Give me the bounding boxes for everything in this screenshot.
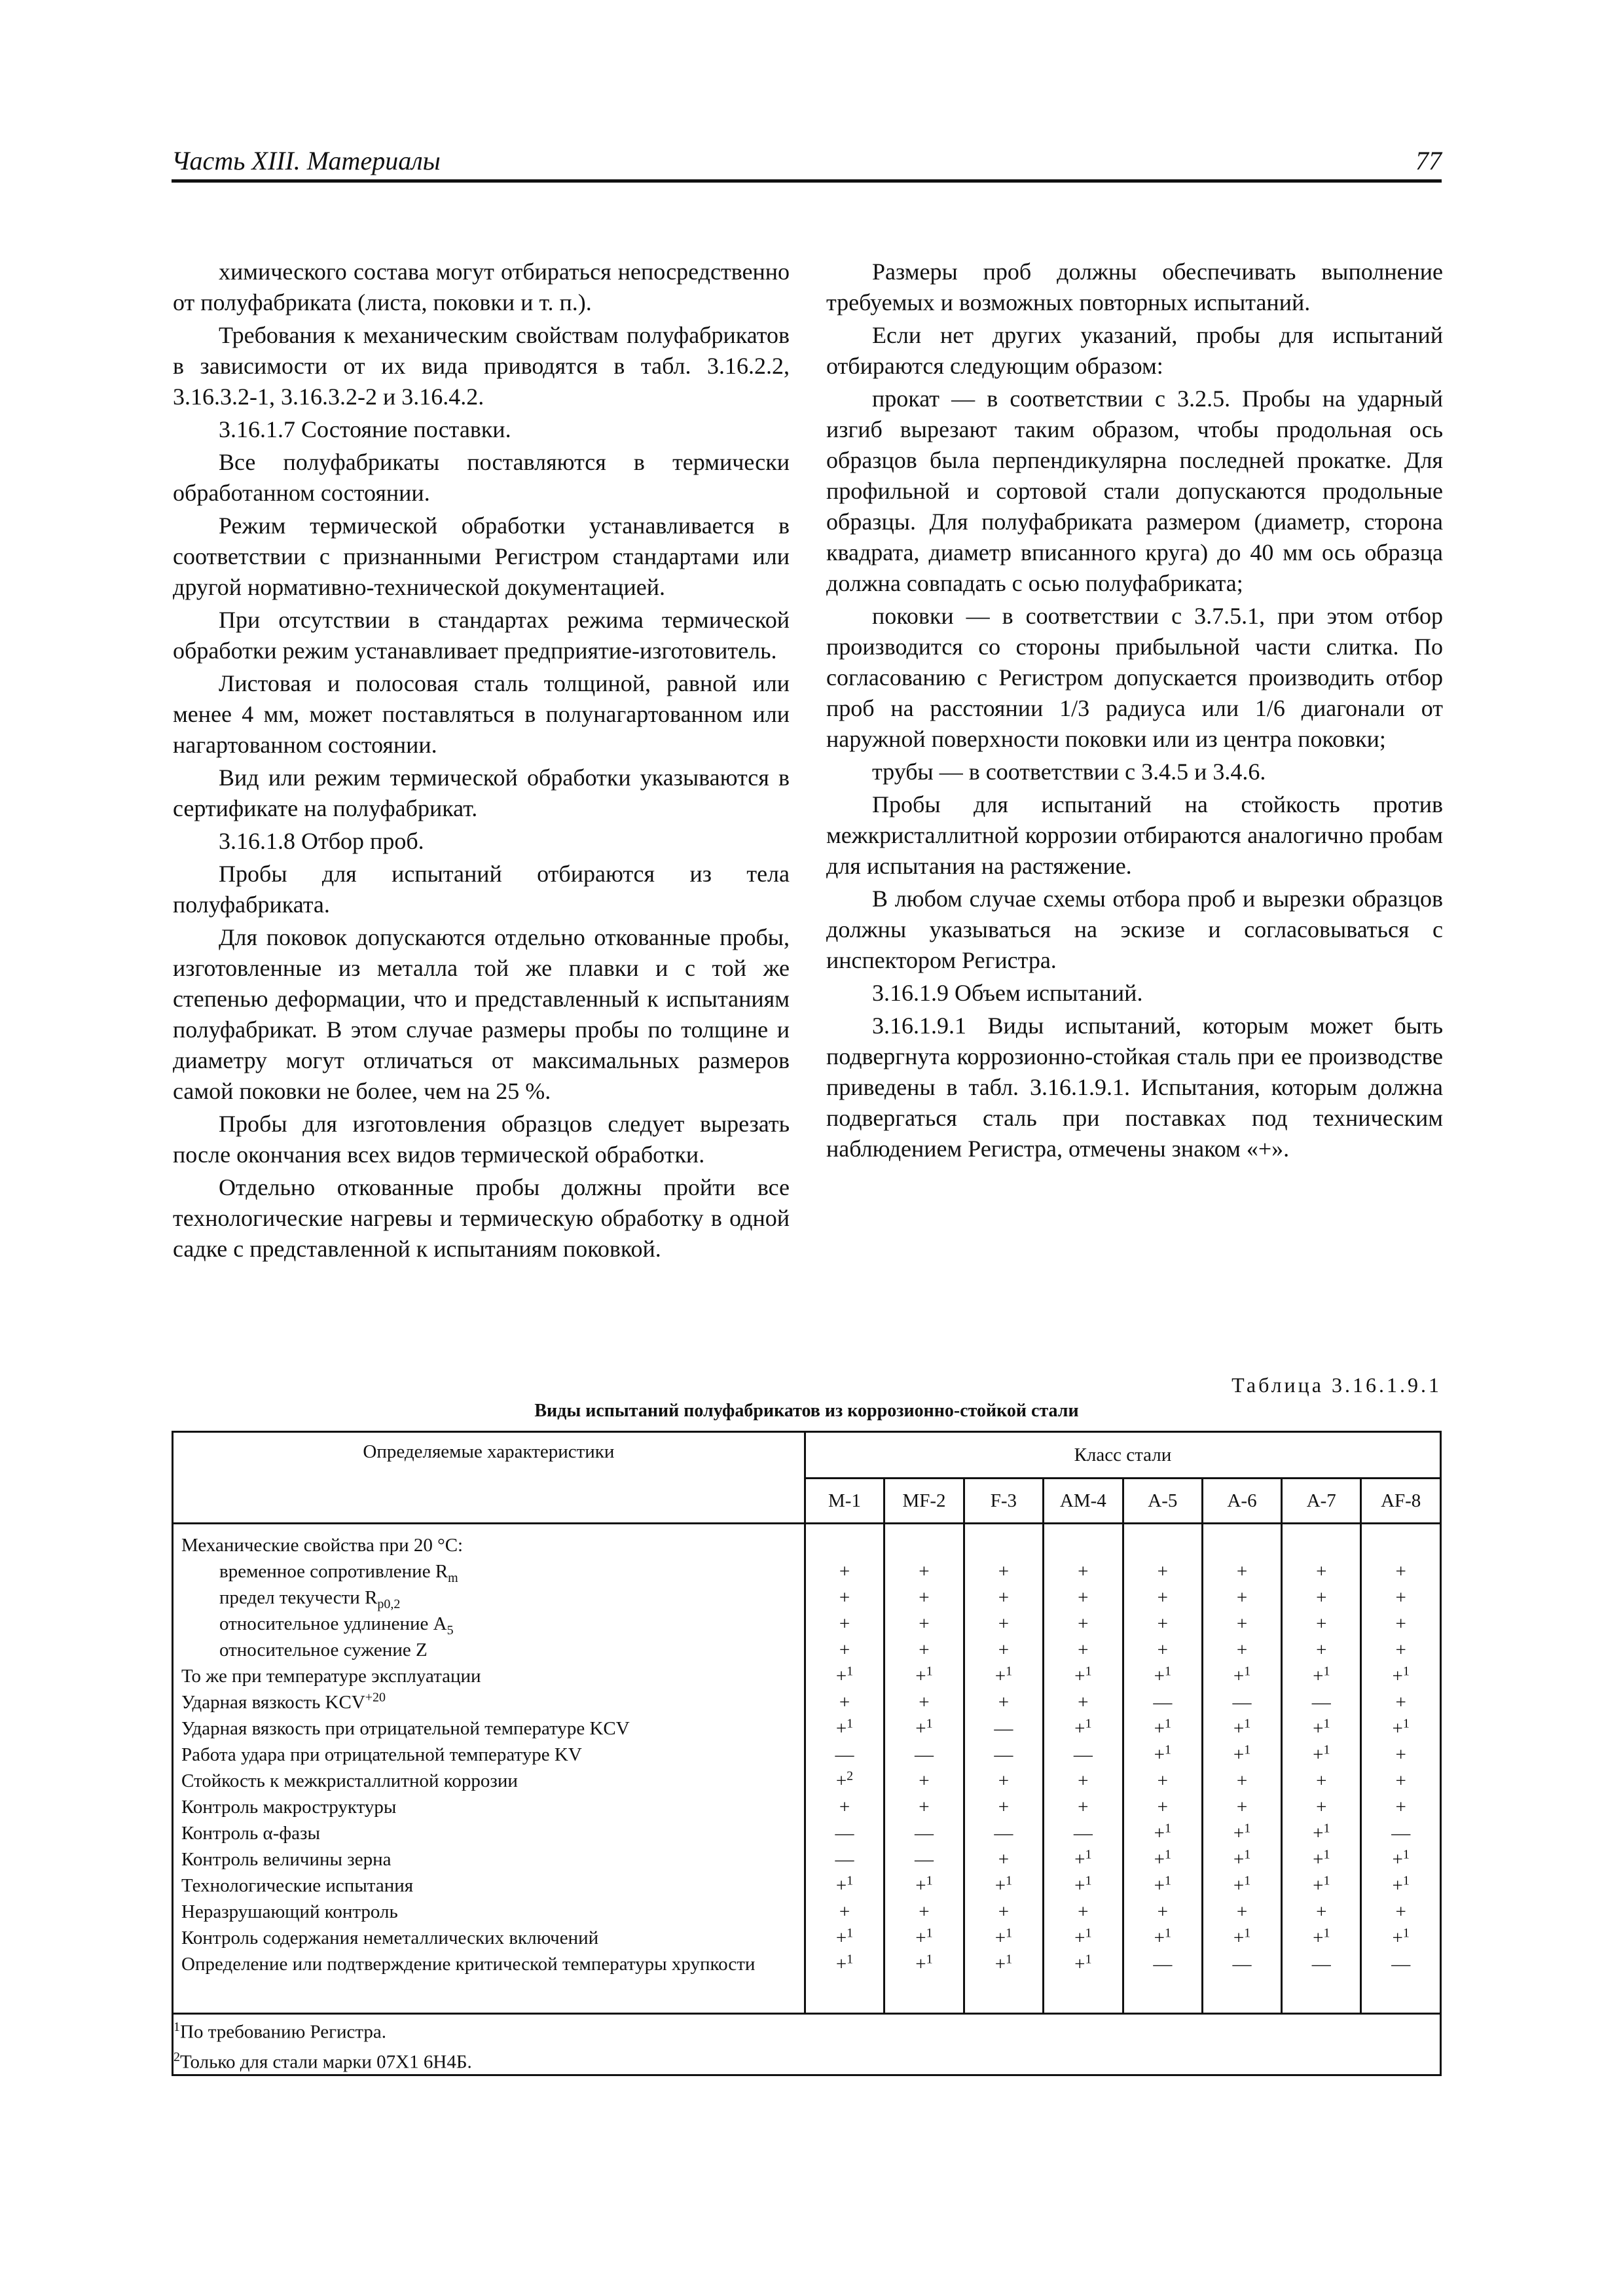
table-cell: +$^1$ bbox=[994, 1664, 1013, 1687]
characteristic-label: Ударная вязкость при отрицательной температуре KCV bbox=[181, 1718, 630, 1739]
table-cell: +$^1$ bbox=[1392, 1664, 1410, 1687]
table-cell: +$^1$ bbox=[1074, 1952, 1092, 1975]
table-cell: +$^1$ bbox=[1313, 1716, 1330, 1739]
table-cell: — bbox=[1232, 1954, 1252, 1975]
table-cell: +$^1$ bbox=[1313, 1742, 1330, 1765]
table-cell: + bbox=[1395, 1770, 1406, 1791]
table-cell: + bbox=[998, 1587, 1010, 1608]
table-cell: — bbox=[994, 1744, 1013, 1765]
table-cell: +$^1$ bbox=[915, 1926, 933, 1948]
table-cell: + bbox=[1316, 1613, 1327, 1634]
table-cell bbox=[1044, 1532, 1122, 1558]
table-cell: +$^1$ bbox=[994, 1926, 1013, 1948]
table-cell: + bbox=[998, 1613, 1010, 1634]
table-cell bbox=[1203, 1532, 1281, 1558]
table-cell: — bbox=[1311, 1692, 1331, 1713]
table-cell: +$^1$ bbox=[1233, 1664, 1251, 1687]
left-paragraph: Пробы для изготовления образцов следует вырезать после окончания всех видов термической обработки. bbox=[173, 1111, 790, 1168]
characteristic-label: Работа удара при отрицательной температуре KV bbox=[181, 1744, 582, 1765]
table-cell: + bbox=[919, 1692, 930, 1713]
table-cell: + bbox=[1157, 1901, 1168, 1922]
left-paragraph: Требования к механическим свойствам полуфабрикатов в зависимости от их вида приводятся в табл. 3.16.2.2, 3.16.3.2-1, 3.16.3.2-2 и 3.16.4.2. bbox=[173, 322, 790, 410]
class-values-column bbox=[1361, 1524, 1441, 2014]
table-cell: +$^1$ bbox=[835, 1873, 854, 1896]
right-paragraph: Пробы для испытаний на стойкость против межкристаллитной коррозии отбираются аналогично пробам для испытания на растяжение. bbox=[826, 791, 1443, 879]
characteristic-label: Определение или подтверждение критической температуры хрупкости bbox=[181, 1954, 756, 1975]
characteristic-label: То же при температуре эксплуатации bbox=[181, 1666, 481, 1687]
table-cell: + bbox=[919, 1561, 930, 1582]
left-paragraph: 3.16.1.8 Отбор проб. bbox=[219, 828, 424, 854]
class-values-column bbox=[1123, 1524, 1202, 2014]
table-cell: — bbox=[1391, 1954, 1411, 1975]
table-cell: + bbox=[998, 1692, 1010, 1713]
table-cell: — bbox=[914, 1823, 934, 1844]
left-paragraph: Отдельно откованные пробы должны пройти все технологические нагревы и термическую обработку в одной садке с представленной к испытаниям поковкой. bbox=[173, 1174, 790, 1262]
table-cell: +$^1$ bbox=[1233, 1821, 1251, 1844]
characteristic-label: Контроль α-фазы bbox=[181, 1823, 320, 1844]
footnote: $^2$Только для стали марки 07Х1 6Н4Б. bbox=[173, 2049, 472, 2073]
class-values-column bbox=[1282, 1524, 1361, 2014]
table-cell: + bbox=[1316, 1561, 1327, 1582]
table-cell: + bbox=[1316, 1587, 1327, 1608]
page-header bbox=[172, 145, 1442, 183]
left-paragraph: Вид или режим термической обработки указываются в сертификате на полуфабрикат. bbox=[173, 764, 790, 821]
table-cell: + bbox=[839, 1561, 850, 1582]
table-cell: + bbox=[919, 1587, 930, 1608]
table-cell: + bbox=[1316, 1901, 1327, 1922]
characteristic-label: Контроль содержания неметаллических включений bbox=[181, 1928, 599, 1948]
table-cell bbox=[1124, 1532, 1201, 1558]
table-cell: +$^1$ bbox=[1313, 1664, 1330, 1687]
table-cell: + bbox=[1157, 1797, 1168, 1818]
right-text-column bbox=[826, 257, 1443, 1166]
steel-class-header: A-5 bbox=[1123, 1479, 1202, 1524]
table-cell: — bbox=[1073, 1823, 1093, 1844]
characteristic-label: Неразрушающий контроль bbox=[181, 1901, 398, 1922]
table-cell: + bbox=[1157, 1613, 1168, 1634]
characteristic-label: Механические свойства при 20 °C: bbox=[181, 1535, 464, 1556]
table-cell: +$^1$ bbox=[1074, 1716, 1092, 1739]
left-text-column bbox=[173, 257, 790, 1266]
table-cell: + bbox=[839, 1587, 850, 1608]
table-cell: + bbox=[998, 1640, 1010, 1660]
table-cell: +$^1$ bbox=[994, 1952, 1013, 1975]
table-cell: +$^1$ bbox=[835, 1716, 854, 1739]
table-cell: + bbox=[919, 1901, 930, 1922]
table-cell: + bbox=[998, 1797, 1010, 1818]
page-number: 77 bbox=[1415, 146, 1442, 175]
table-cell: +$^1$ bbox=[1313, 1873, 1330, 1896]
table-cell: — bbox=[835, 1744, 854, 1765]
table-cell: + bbox=[1236, 1613, 1248, 1634]
table-cell: — bbox=[994, 1823, 1013, 1844]
table-cell: +$^1$ bbox=[1392, 1873, 1410, 1896]
left-paragraph: 3.16.1.7 Состояние поставки. bbox=[219, 416, 511, 442]
table-cell: +$^1$ bbox=[994, 1873, 1013, 1896]
table-cell: + bbox=[839, 1692, 850, 1713]
table-cell: + bbox=[1157, 1640, 1168, 1660]
table-cell: + bbox=[839, 1901, 850, 1922]
table-cell: +$^1$ bbox=[1233, 1873, 1251, 1896]
table-cell: +$^1$ bbox=[1154, 1847, 1171, 1870]
table-cell: +$^1$ bbox=[1392, 1847, 1410, 1870]
table-cell: +$^1$ bbox=[1074, 1873, 1092, 1896]
table-cell: + bbox=[1078, 1613, 1089, 1634]
table-cell: + bbox=[919, 1797, 930, 1818]
table-cell: — bbox=[1311, 1954, 1331, 1975]
tests-table bbox=[172, 1431, 1442, 2076]
table-cell: + bbox=[839, 1797, 850, 1818]
table-cell: +$^1$ bbox=[1233, 1847, 1251, 1870]
table-cell: +$^1$ bbox=[835, 1926, 854, 1948]
table-cell: + bbox=[1395, 1744, 1406, 1765]
table-cell: +$^1$ bbox=[1313, 1821, 1330, 1844]
table-cell: + bbox=[919, 1613, 930, 1634]
class-values-column bbox=[884, 1524, 964, 2014]
table-cell: +$^1$ bbox=[1233, 1926, 1251, 1948]
steel-class-header: AF-8 bbox=[1361, 1479, 1441, 1524]
right-paragraph: Размеры проб должны обеспечивать выполнение требуемых и возможных повторных испытаний. bbox=[826, 259, 1443, 315]
table-cell: +$^1$ bbox=[915, 1873, 933, 1896]
table-cell: +$^1$ bbox=[1074, 1664, 1092, 1687]
class-values-column bbox=[1202, 1524, 1281, 2014]
characteristic-label: Контроль макроструктуры bbox=[181, 1797, 397, 1818]
table-cell: — bbox=[1153, 1692, 1173, 1713]
table-cell: + bbox=[1236, 1797, 1248, 1818]
table-cell: +$^1$ bbox=[1233, 1742, 1251, 1765]
characteristic-label: Стойкость к межкристаллитной коррозии bbox=[181, 1770, 518, 1791]
table-body-row bbox=[173, 1524, 1441, 2014]
table-cell: + bbox=[1395, 1613, 1406, 1634]
table-cell: +$^2$ bbox=[835, 1768, 854, 1791]
table-cell: — bbox=[1153, 1954, 1173, 1975]
right-paragraph: прокат — в соответствии с 3.2.5. Пробы на ударный изгиб вырезают таким образом, чтобы продольная ось образцов была перпендикулярна последней прокатке. Для профильной и сортовой стали допускаются продольные образцы. Для полуфабриката размером (диаметр, сторона квадрата, диаметр вписанного круга) до 40 мм ось образца должна совпадать с осью полуфабриката; bbox=[826, 386, 1443, 596]
right-paragraph: Если нет других указаний, пробы для испытаний отбираются следующим образом: bbox=[826, 322, 1443, 379]
table-cell: + bbox=[839, 1640, 850, 1660]
table-cell: — bbox=[835, 1849, 854, 1870]
table-cell: + bbox=[1157, 1770, 1168, 1791]
table-cell: + bbox=[998, 1561, 1010, 1582]
table-cell: + bbox=[1078, 1561, 1089, 1582]
table-cell: + bbox=[1078, 1640, 1089, 1660]
class-values-column bbox=[964, 1524, 1043, 2014]
right-paragraph: 3.16.1.9 Объем испытаний. bbox=[872, 980, 1143, 1006]
right-paragraph: В любом случае схемы отбора проб и вырезки образцов должны указываться на эскизе и согласовываться с инспектором Регистра. bbox=[826, 886, 1443, 973]
table-cell: +$^1$ bbox=[835, 1952, 854, 1975]
table-cell: + bbox=[1157, 1561, 1168, 1582]
table-cell bbox=[1283, 1532, 1360, 1558]
table-cell: +$^1$ bbox=[915, 1952, 933, 1975]
table-cell bbox=[1362, 1532, 1440, 1558]
table-cell: +$^1$ bbox=[1313, 1926, 1330, 1948]
table-cell: + bbox=[1236, 1561, 1248, 1582]
characteristics-column bbox=[173, 1524, 805, 2014]
table-cell: + bbox=[919, 1640, 930, 1660]
table-cell: + bbox=[839, 1613, 850, 1634]
table-number: Таблица 3.16.1.9.1 bbox=[1231, 1373, 1442, 1397]
table-cell: + bbox=[1395, 1640, 1406, 1660]
table-cell: + bbox=[1236, 1901, 1248, 1922]
class-values-column bbox=[805, 1524, 884, 2014]
table-cell: — bbox=[914, 1849, 934, 1870]
table-cell: + bbox=[1078, 1692, 1089, 1713]
steel-class-header: A-7 bbox=[1282, 1479, 1361, 1524]
left-paragraph: химического состава могут отбираться непосредственно от полуфабриката (листа, поковки и т. п.). bbox=[173, 259, 790, 315]
table-cell: +$^1$ bbox=[1154, 1664, 1171, 1687]
table-cell: +$^1$ bbox=[1154, 1821, 1171, 1844]
table-cell: +$^1$ bbox=[1074, 1926, 1092, 1948]
table-cell: +$^1$ bbox=[1313, 1847, 1330, 1870]
table-cell: + bbox=[1395, 1587, 1406, 1608]
table-cell: — bbox=[1232, 1692, 1252, 1713]
table-cell: — bbox=[994, 1718, 1013, 1739]
table-caption: Виды испытаний полуфабрикатов из коррозионно-стойкой стали bbox=[534, 1401, 1079, 1421]
table-cell: + bbox=[1316, 1770, 1327, 1791]
table-cell: +$^1$ bbox=[1392, 1926, 1410, 1948]
steel-class-header: F-3 bbox=[964, 1479, 1043, 1524]
running-title: Часть XIII. Материалы bbox=[172, 146, 441, 175]
table-cell: + bbox=[1316, 1797, 1327, 1818]
steel-class-header: A-6 bbox=[1202, 1479, 1281, 1524]
table-cell: +$^1$ bbox=[1154, 1926, 1171, 1948]
characteristic-label: предел текучести $R_{p0,2}$ bbox=[219, 1587, 401, 1611]
table-cell: + bbox=[1078, 1901, 1089, 1922]
steel-class-header: M-1 bbox=[805, 1479, 884, 1524]
header-characteristics: Определяемые характеристики bbox=[173, 1432, 805, 1524]
table-cell: + bbox=[1395, 1692, 1406, 1713]
table-cell: + bbox=[1395, 1561, 1406, 1582]
table-cell: +$^1$ bbox=[915, 1664, 933, 1687]
right-paragraph: трубы — в соответствии с 3.4.5 и 3.4.6. bbox=[872, 759, 1266, 785]
table-cell: + bbox=[998, 1901, 1010, 1922]
table-cell: + bbox=[1078, 1587, 1089, 1608]
footnote: $^1$По требованию Регистра. bbox=[173, 2020, 387, 2043]
table-cell: + bbox=[1236, 1587, 1248, 1608]
table-cell: + bbox=[1395, 1797, 1406, 1818]
characteristic-label: Контроль величины зерна bbox=[181, 1849, 392, 1870]
table-cell: + bbox=[998, 1770, 1010, 1791]
left-paragraph: Режим термической обработки устанавливается в соответствии с признанными Регистром стандартами или другой нормативно-технической документацией. bbox=[173, 512, 790, 600]
table-cell: +$^1$ bbox=[1154, 1716, 1171, 1739]
table-cell: + bbox=[1236, 1640, 1248, 1660]
characteristic-label: Ударная вязкость $KCV^{+20}$ bbox=[181, 1690, 386, 1713]
right-paragraph: поковки — в соответствии с 3.7.5.1, при этом отбор производится со стороны прибыльной части слитка. По согласованию с Регистром допускается производить отбор проб на расстоянии 1/3 радиуса или 1/6 диагонали от наружной поверхности поковки или из центра поковки; bbox=[826, 603, 1443, 752]
table-footnotes bbox=[173, 2014, 1441, 2075]
table-cell bbox=[806, 1532, 883, 1558]
steel-class-header: AM-4 bbox=[1043, 1479, 1123, 1524]
table-cell: — bbox=[1391, 1823, 1411, 1844]
table-cell: — bbox=[1073, 1744, 1093, 1765]
header-steel-class: Класс стали bbox=[805, 1432, 1440, 1479]
table-cell: — bbox=[914, 1744, 934, 1765]
table-cell bbox=[885, 1532, 963, 1558]
left-paragraph: Листовая и полосовая сталь толщиной, равной или менее 4 мм, может поставляться в полунагартованном или нагартованном состоянии. bbox=[173, 670, 790, 758]
table-cell: + bbox=[1316, 1640, 1327, 1660]
left-paragraph: Все полуфабрикаты поставляются в термически обработанном состоянии. bbox=[173, 449, 790, 506]
table-cell: + bbox=[1395, 1901, 1406, 1922]
table-cell: + bbox=[998, 1849, 1010, 1870]
left-paragraph: Пробы для испытаний отбираются из тела полуфабриката. bbox=[173, 861, 790, 918]
table-cell: + bbox=[1078, 1770, 1089, 1791]
table-cell: +$^1$ bbox=[1154, 1873, 1171, 1896]
left-paragraph: При отсутствии в стандартах режима термической обработки режим устанавливает предприятие-изготовитель. bbox=[173, 607, 790, 664]
class-values-column bbox=[1043, 1524, 1123, 2014]
table-cell: +$^1$ bbox=[1233, 1716, 1251, 1739]
table-cell: + bbox=[1078, 1797, 1089, 1818]
left-paragraph: Для поковок допускаются отдельно откованные пробы, изготовленные из металла той же плавки и с той же степенью деформации, что и представленный к испытаниям полуфабрикат. В этом случае размеры пробы по толщине и диаметру могут отличаться от максимальных размеров самой поковки не более, чем на 25 %. bbox=[173, 924, 790, 1104]
table-cell: +$^1$ bbox=[915, 1716, 933, 1739]
right-paragraph: 3.16.1.9.1 Виды испытаний, которым может быть подвергнута коррозионно-стойкая сталь при ее производстве приведены в табл. 3.16.1.9.1. Испытания, которым должна подвергаться сталь при поставках под техническим наблюдением Регистра, отмечены знаком «+». bbox=[826, 1013, 1443, 1162]
table-cell bbox=[965, 1532, 1042, 1558]
characteristic-label: относительное удлинение $A_5$ bbox=[219, 1613, 454, 1638]
characteristic-label: относительное сужение Z bbox=[219, 1640, 428, 1660]
table-cell: — bbox=[835, 1823, 854, 1844]
table-cell: + bbox=[919, 1770, 930, 1791]
table-cell: +$^1$ bbox=[1154, 1742, 1171, 1765]
table-cell: +$^1$ bbox=[1074, 1847, 1092, 1870]
table-cell: +$^1$ bbox=[835, 1664, 854, 1687]
table-cell: + bbox=[1236, 1770, 1248, 1791]
steel-class-header: MF-2 bbox=[884, 1479, 964, 1524]
table-cell: +$^1$ bbox=[1392, 1716, 1410, 1739]
characteristic-label: временное сопротивление $R_m$ bbox=[219, 1561, 458, 1585]
table-cell: + bbox=[1157, 1587, 1168, 1608]
characteristic-label: Технологические испытания bbox=[181, 1875, 414, 1896]
